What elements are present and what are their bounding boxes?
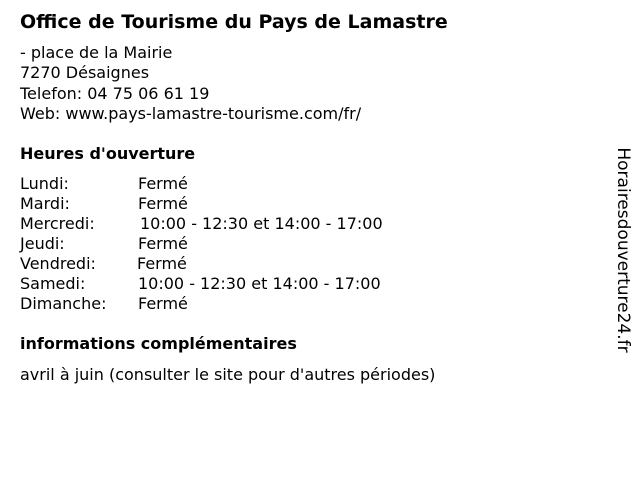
website-link[interactable]: Web: www.pays-lamastre-tourisme.com/fr/ — [20, 104, 362, 123]
day-hours: Fermé — [138, 174, 188, 193]
additional-info-text: avril à juin (consulter le site pour d'autres périodes) — [20, 365, 436, 384]
hours-row-thursday — [20, 234, 580, 254]
hours-row-saturday — [20, 274, 580, 294]
day-label: Mercredi: — [20, 214, 95, 233]
day-label: Lundi: — [20, 174, 69, 193]
day-hours: Fermé — [138, 194, 188, 213]
day-label: Jeudi: — [20, 234, 65, 253]
opening-hours-heading: Heures d'ouverture — [20, 144, 196, 163]
phone-number: Telefon: 04 75 06 61 19 — [20, 84, 210, 103]
day-hours: 10:00 - 12:30 et 14:00 - 17:00 — [138, 274, 381, 293]
site-watermark: Horairesdouverture24.fr — [613, 147, 633, 353]
address-city: 7270 Désaignes — [20, 63, 150, 82]
day-label: Mardi: — [20, 194, 70, 213]
hours-row-monday — [20, 174, 580, 194]
hours-row-friday — [20, 254, 580, 274]
day-label: Dimanche: — [20, 294, 107, 313]
hours-row-wednesday — [20, 214, 580, 234]
additional-info-heading: informations complémentaires — [20, 334, 297, 353]
day-hours: Fermé — [138, 234, 188, 253]
day-label: Samedi: — [20, 274, 86, 293]
day-hours: 10:00 - 12:30 et 14:00 - 17:00 — [140, 214, 383, 233]
hours-row-sunday — [20, 294, 580, 314]
hours-row-tuesday — [20, 194, 580, 214]
day-hours: Fermé — [137, 254, 187, 273]
day-label: Vendredi: — [20, 254, 96, 273]
business-name: Office de Tourisme du Pays de Lamastre — [20, 11, 448, 33]
day-hours: Fermé — [138, 294, 188, 313]
address-street: - place de la Mairie — [20, 43, 173, 62]
